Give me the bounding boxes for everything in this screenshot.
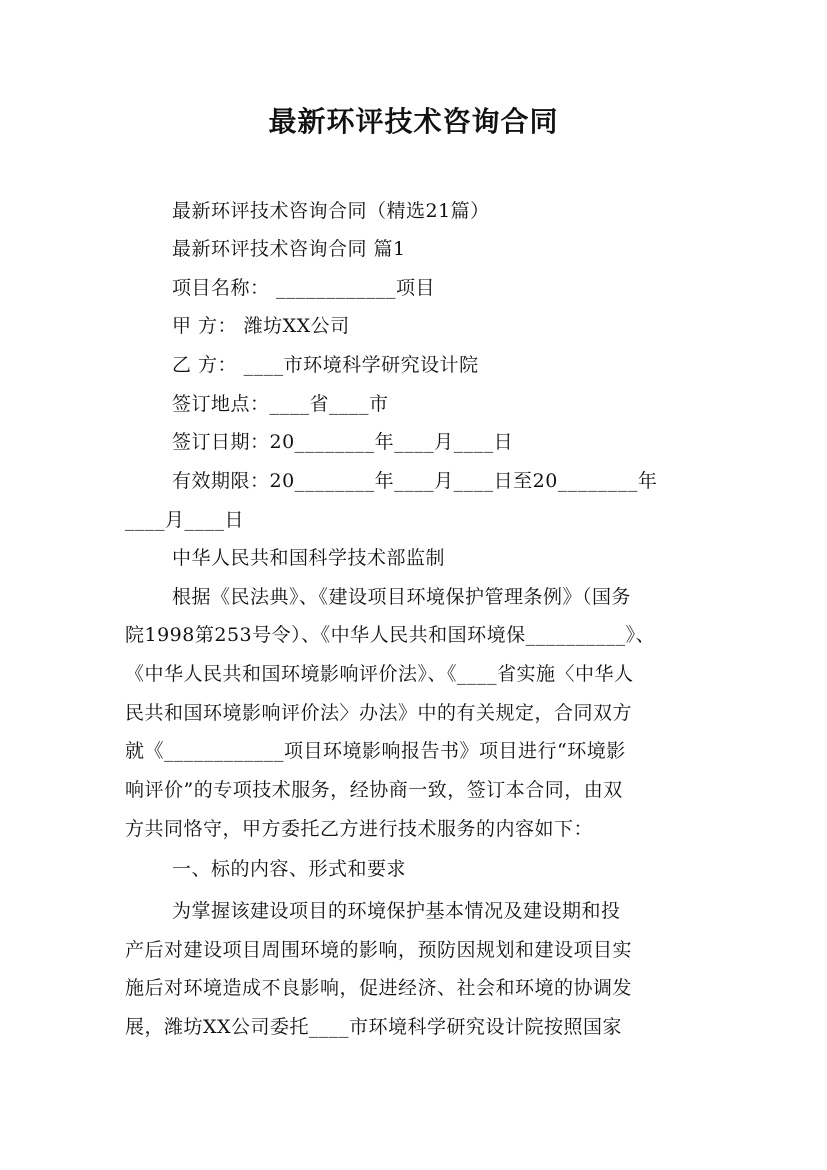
body-line: 甲 方： 潍坊XX公司	[172, 315, 350, 337]
body-line: 根据《民法典》、《建设项目环境保护管理条例》（国务	[172, 586, 632, 608]
body-line: 就《____________项目环境影响报告书》项目进行“环境影	[125, 740, 626, 762]
body-line: 乙 方： ____市环境科学研究设计院	[172, 354, 479, 376]
body-line: 签订地点：____省____市	[172, 393, 389, 415]
section-heading: 一、标的内容、形式和要求	[172, 858, 407, 880]
body-line: 为掌握该建设项目的环境保护基本情况及建设期和投	[172, 900, 621, 922]
body-line: 响评价”的专项技术服务，经协商一致，签订本合同，由双	[125, 779, 623, 801]
body-line: 有效期限：20________年____月____日至20________年	[172, 470, 658, 492]
body-line: 施后对环境造成不良影响，促进经济、社会和环境的协调发	[125, 977, 633, 999]
document-title: 最新环评技术咨询合同	[268, 105, 559, 138]
body-line: 《中华人民共和国环境影响评价法》、《____省实施〈中华人	[125, 663, 634, 685]
body-line: 民共和国环境影响评价法〉办法》中的有关规定，合同双方	[125, 702, 633, 724]
body-line: 签订日期：20________年____月____日	[172, 431, 514, 453]
body-line: 项目名称： ____________项目	[172, 277, 436, 299]
body-line: 最新环评技术咨询合同 篇1	[172, 238, 406, 260]
body-line: ____月____日	[125, 509, 245, 531]
body-line: 最新环评技术咨询合同（精选21篇）	[172, 200, 490, 222]
body-line: 中华人民共和国科学技术部监制	[172, 547, 446, 569]
body-line: 产后对建设项目周围环境的影响，预防因规划和建设项目实	[125, 939, 633, 961]
body-line: 方共同恪守，甲方委托乙方进行技术服务的内容如下：	[125, 818, 594, 840]
body-line: 展，潍坊XX公司委托____市环境科学研究设计院按照国家	[125, 1016, 623, 1038]
body-line: 院1998第253号令）、《中华人民共和国环境保__________》、	[125, 624, 656, 646]
